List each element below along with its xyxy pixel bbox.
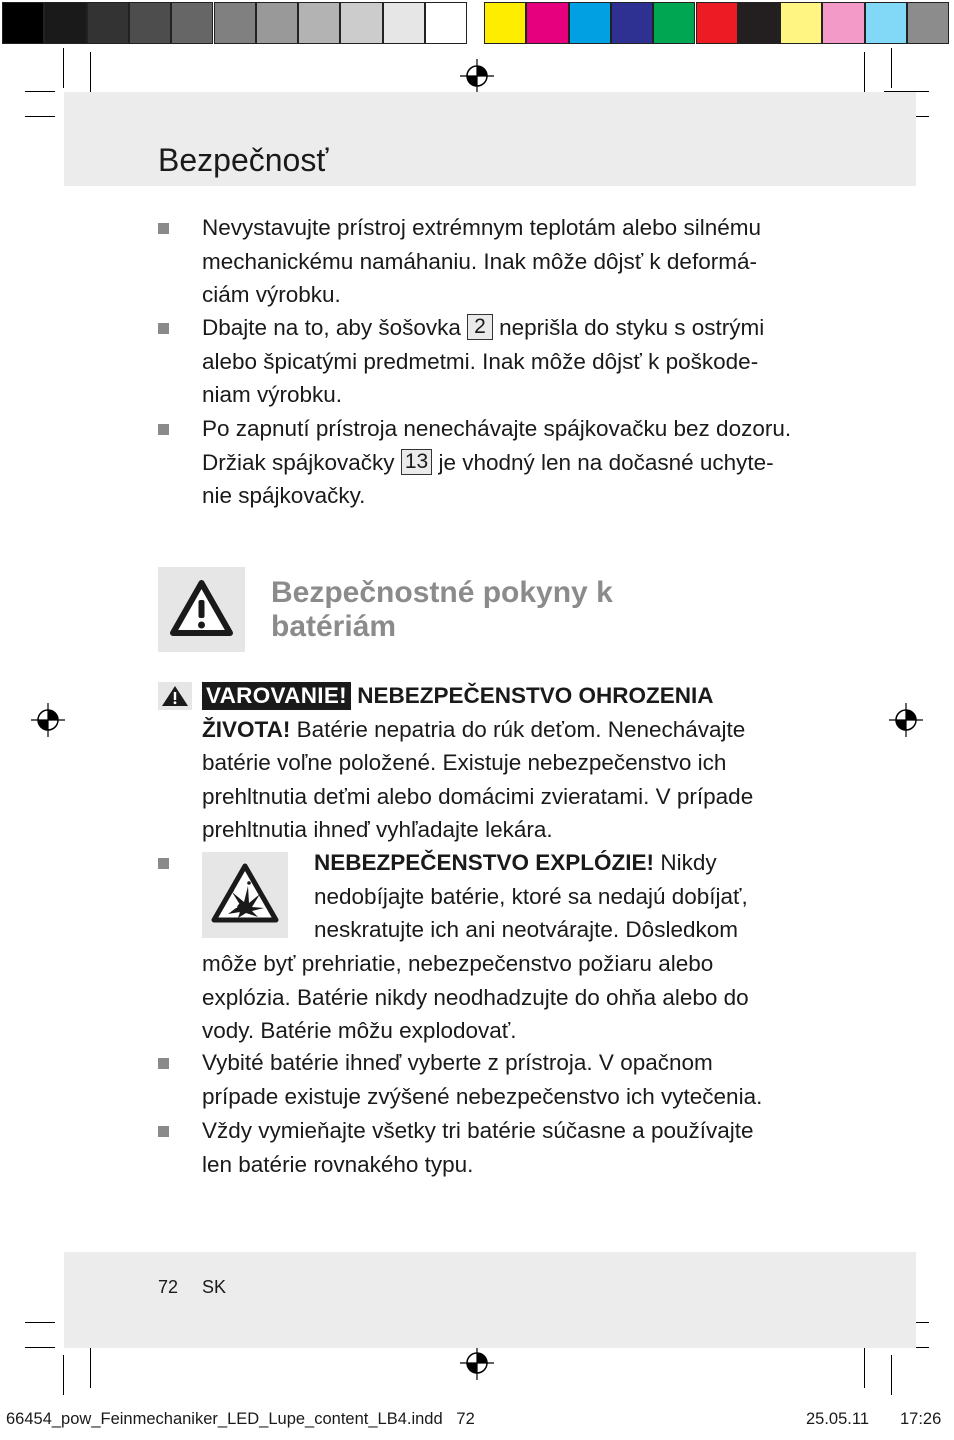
slug-time: 17:26 bbox=[900, 1410, 942, 1428]
color-swatch bbox=[526, 2, 568, 44]
color-swatch bbox=[738, 2, 780, 44]
color-swatch bbox=[865, 2, 907, 44]
gray-swatch bbox=[340, 2, 382, 44]
color-swatch bbox=[653, 2, 695, 44]
explosion-paragraph-full: môže byť prehriatie, nebezpečenstvo požiaru alebo explózia. Batérie nikdy neodhadzujte do ohňa alebo do vody. Batérie môžu explodovať. bbox=[202, 951, 749, 1043]
registration-mark-icon bbox=[460, 59, 494, 93]
list-item: Dbajte na to, aby šošovka 2 neprišla do styku s ostrými alebo špicatými predmetmi. Inak môže dôjsť k poškode- niam výrobku. bbox=[202, 315, 765, 407]
gray-swatch bbox=[425, 2, 467, 44]
gray-swatch bbox=[298, 2, 340, 44]
color-swatch bbox=[907, 2, 949, 44]
color-swatch bbox=[484, 2, 526, 44]
bullet-marker bbox=[158, 223, 169, 234]
list-item: Po zapnutí prístroja nenechávajte spájkovačku bez dozoru. Držiak spájkovačky 13 je vhodný len na dočasné uchyte- nie spájkovačky. bbox=[202, 416, 792, 508]
gray-swatch bbox=[44, 2, 86, 44]
part-reference-box: 2 bbox=[467, 314, 493, 340]
section-icon-box bbox=[158, 567, 245, 652]
registration-mark-icon bbox=[889, 703, 923, 737]
footer-band bbox=[64, 1252, 916, 1348]
color-calibration-bar bbox=[0, 0, 954, 46]
warning-paragraph: VAROVANIE! NEBEZPEČENSTVO OHROZENIA ŽIVOTA! Batérie nepatria do rúk deťom. Nenechávajte batérie voľne položené. Existuje nebezpečenstvo ich prehltnutia deťmi alebo domácimi zvieratami. V prípade prehltnutia ihneď vyhľadajte lekára. bbox=[202, 683, 754, 842]
gray-swatch bbox=[171, 2, 213, 44]
bullet-marker bbox=[158, 1126, 169, 1137]
gray-swatch bbox=[87, 2, 129, 44]
part-reference-box: 13 bbox=[401, 449, 432, 475]
gray-swatch bbox=[2, 2, 44, 44]
bullet-marker bbox=[158, 1058, 169, 1069]
explosion-paragraph-side: NEBEZPEČENSTVO EXPLÓZIE! Nikdy nedobíjajte batérie, ktoré sa nedajú dobíjať, neskratujte ich ani neotvárajte. Dôsledkom bbox=[314, 850, 748, 942]
warning-triangle-icon bbox=[158, 682, 192, 710]
page-title: Bezpečnosť bbox=[158, 142, 329, 178]
color-swatch bbox=[822, 2, 864, 44]
gray-swatch bbox=[256, 2, 298, 44]
registration-mark-icon bbox=[31, 703, 65, 737]
bullet-marker bbox=[158, 424, 169, 435]
explosion-hazard-icon bbox=[202, 852, 288, 938]
color-swatch bbox=[611, 2, 653, 44]
bullet-marker bbox=[158, 323, 169, 334]
registration-mark-icon bbox=[460, 1346, 494, 1380]
gray-swatch bbox=[129, 2, 171, 44]
warning-triangle-icon bbox=[158, 567, 245, 652]
bullet-marker bbox=[158, 858, 169, 869]
list-item: Vybité batérie ihneď vyberte z prístroja. V opačnom prípade existuje zvýšené nebezpečenstvo ich vytečenia. bbox=[202, 1050, 763, 1109]
color-swatch bbox=[780, 2, 822, 44]
gray-swatch bbox=[214, 2, 256, 44]
gray-swatch bbox=[383, 2, 425, 44]
color-swatch bbox=[569, 2, 611, 44]
explosion-icon-box bbox=[202, 852, 288, 938]
file-slug: 66454_pow_Feinmechaniker_LED_Lupe_content_LB4.indd 72 bbox=[6, 1410, 475, 1428]
list-item: Vždy vymieňajte všetky tri batérie súčasne a používajte len batérie rovnakého typu. bbox=[202, 1118, 754, 1177]
color-swatch bbox=[696, 2, 738, 44]
page-number: 72 bbox=[158, 1277, 179, 1297]
section-heading: Bezpečnostné pokyny k batériám bbox=[271, 576, 613, 643]
warning-badge: VAROVANIE! bbox=[202, 682, 351, 710]
list-item: Nevystavujte prístroj extrémnym teplotám alebo silnému mechanickému namáhaniu. Inak môže dôjsť k deformá- ciám výrobku. bbox=[202, 215, 761, 307]
language-code: SK bbox=[202, 1277, 227, 1297]
slug-date: 25.05.11 bbox=[806, 1410, 870, 1428]
